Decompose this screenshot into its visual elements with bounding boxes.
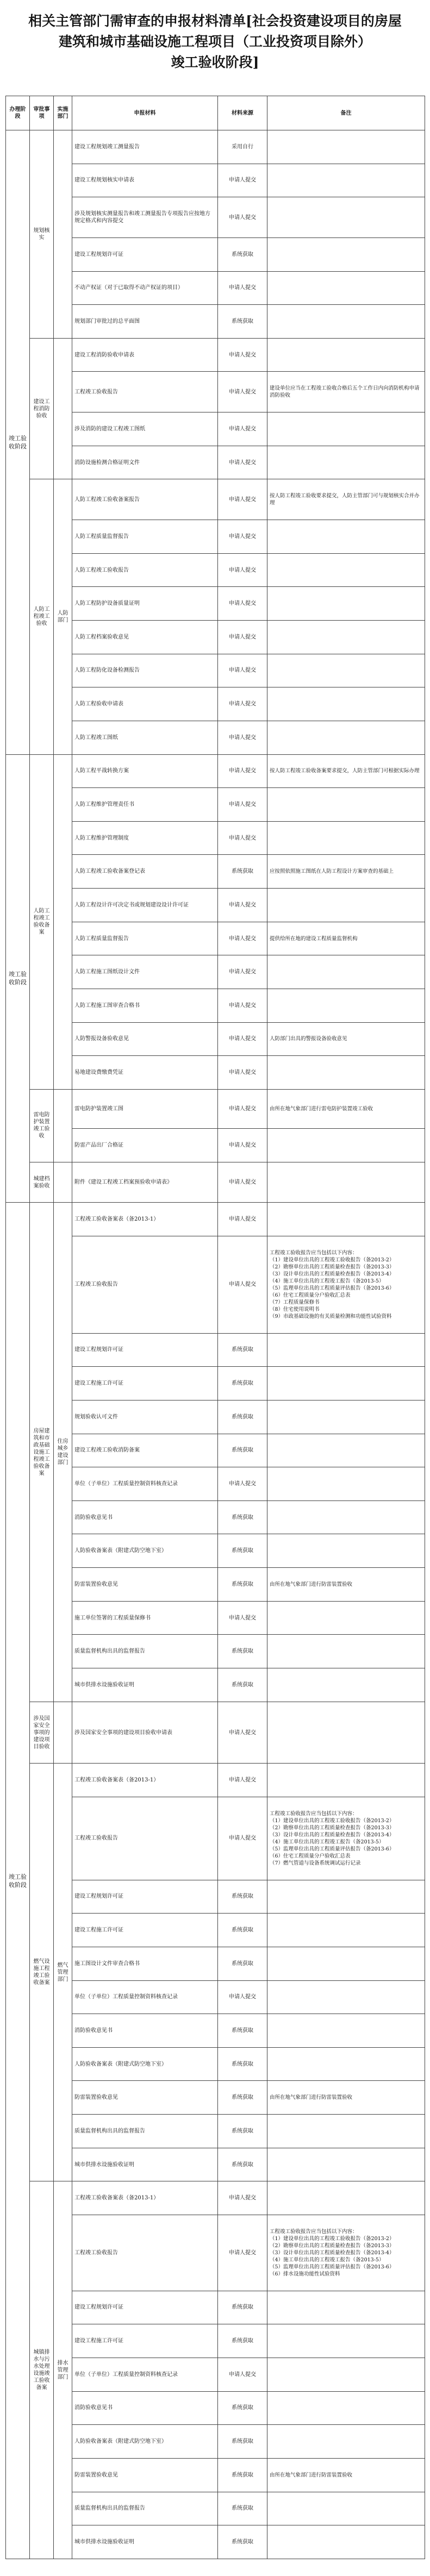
note-cell [267, 1668, 425, 1702]
item-cell: 雷电防护装置竣工验收 [30, 1089, 54, 1162]
note-cell [267, 1467, 425, 1501]
note-cell [267, 1947, 425, 1980]
source-cell: 申请人提交 [218, 1129, 267, 1162]
note-cell [267, 2391, 425, 2425]
note-cell [267, 1236, 425, 1334]
source-cell: 采用自行 [218, 130, 267, 164]
note-cell [267, 620, 425, 654]
note-text: 由所在地气象部门进行防雷装置验收 [270, 1581, 353, 1587]
material-cell: 防雷装置验收意见 [72, 2081, 218, 2115]
source-cell: 申请人提交 [218, 479, 267, 520]
material-cell: 工程竣工验收备案表（备2013-1） [72, 2181, 218, 2215]
material-cell: 人防验收备案表（附建式防空地下室） [72, 1534, 218, 1568]
dept-cell [54, 754, 72, 1089]
note-text: 由所在地气象部门进行防雷装置验收 [270, 2094, 353, 2101]
note-text: 由所在地气象部门进行雷电防护装置竣工验收 [270, 1106, 373, 1112]
source-cell: 系统获取 [218, 2115, 267, 2148]
note-cell [267, 197, 425, 238]
material-cell: 质量监督机构出具的监督报告 [72, 1635, 218, 1668]
source-cell: 申请人提交 [218, 955, 267, 989]
note-cell [267, 2492, 425, 2525]
note-cell [267, 1434, 425, 1467]
material-cell: 人防工程平战转换方案 [72, 754, 218, 788]
material-cell: 消防验收意见书 [72, 2014, 218, 2048]
material-cell: 建设工程规划竣工测量报告 [72, 130, 218, 164]
source-cell: 申请人提交 [218, 1980, 267, 2014]
source-cell: 系统获取 [218, 1668, 267, 1702]
source-cell: 系统获取 [218, 1400, 267, 1434]
material-cell: 消防验收意见书 [72, 1500, 218, 1534]
source-cell: 申请人提交 [218, 1056, 267, 1090]
source-cell: 申请人提交 [218, 271, 267, 305]
material-cell: 人防工程验收申请表 [72, 687, 218, 721]
source-cell: 申请人提交 [218, 754, 267, 788]
note-cell [267, 1022, 425, 1056]
source-cell: 申请人提交 [218, 338, 267, 372]
title-line-3: 竣工验收阶段] [171, 54, 259, 70]
material-cell: 涉及国家安全事项的建设项目验收申请表 [72, 1702, 218, 1764]
header-material: 申报材料 [72, 96, 218, 130]
source-cell: 申请人提交 [218, 1601, 267, 1635]
item-cell: 城镇排水与污水处理设施竣工验收备案 [30, 2181, 54, 2559]
dept-cell [54, 1162, 72, 1203]
materials-table [5, 96, 425, 2559]
source-cell: 系统获取 [218, 2148, 267, 2181]
material-cell: 建设工程规划许可证 [72, 1880, 218, 1914]
note-cell [267, 788, 425, 822]
source-cell: 申请人提交 [218, 2358, 267, 2391]
note-text: 工程竣工验收报告应当包括以下内容： （1）建设单位出具的工程竣工验收报告（备2013-2） （2）勘察单位出具的工程质量检查报告（备2013-3） （3）设计单位出具的工程质量检查报告（备2013-4） （4）施工单位出具的工程竣工报告（备2013-5） （5）监理单位出具的工程质量评估报告（备2013-6） （6）住宅工程质量分户验收汇总表 （7）工程质量保修书 （8）住宅使用说明书 （9）市政基础设施的有关质量检测和功能性试验资料 [270, 1249, 395, 1320]
note-cell [267, 1333, 425, 1367]
source-cell: 申请人提交 [218, 620, 267, 654]
note-cell [267, 687, 425, 721]
note-cell [267, 1635, 425, 1668]
material-cell: 人防工程档案验收意见 [72, 620, 218, 654]
source-cell: 申请人提交 [218, 520, 267, 554]
source-cell: 申请人提交 [218, 587, 267, 621]
source-cell: 系统获取 [218, 2014, 267, 2048]
material-cell: 易地建设费缴费凭证 [72, 1056, 218, 1090]
note-cell [267, 654, 425, 687]
material-cell: 人防验收备案表（附建式防空地下室） [72, 2047, 218, 2081]
note-cell [267, 271, 425, 305]
item-cell: 人防工程竣工验收备案 [30, 754, 54, 1089]
material-cell: 规划部门审批过的总平面图 [72, 305, 218, 339]
source-cell: 系统获取 [218, 2391, 267, 2425]
source-cell: 系统获取 [218, 2047, 267, 2081]
note-cell [267, 1601, 425, 1635]
note-cell [267, 955, 425, 989]
source-cell: 系统获取 [218, 1914, 267, 1947]
source-cell: 申请人提交 [218, 687, 267, 721]
note-cell [267, 754, 425, 788]
source-cell: 申请人提交 [218, 1797, 267, 1880]
source-cell: 系统获取 [218, 2458, 267, 2492]
material-cell: 人防工程竣工验收备案登记表 [72, 855, 218, 889]
source-cell: 申请人提交 [218, 553, 267, 587]
dept-cell [54, 1089, 72, 1162]
note-cell [267, 338, 425, 372]
note-cell [267, 889, 425, 922]
source-cell: 系统获取 [218, 2425, 267, 2459]
item-cell: 房屋建筑和市政基础设施工程竣工验收备案 [30, 1203, 54, 1702]
material-cell: 涉及规划核实测量报告和竣工测量报告专项报告应按地方规定格式和内容提交 [72, 197, 218, 238]
source-cell: 系统获取 [218, 1947, 267, 1980]
material-cell: 不动产权证（对于已取得不动产权证的项目） [72, 271, 218, 305]
item-cell: 涉及国家安全事项的建设项目验收 [30, 1702, 54, 1764]
source-cell: 申请人提交 [218, 1022, 267, 1056]
source-cell: 系统获取 [218, 2525, 267, 2559]
material-cell: 涉及消防的建设工程竣工图纸 [72, 412, 218, 446]
source-cell: 系统获取 [218, 1568, 267, 1602]
material-cell: 防雷产品出厂合格证 [72, 1129, 218, 1162]
note-cell [267, 1162, 425, 1203]
stage-cell: 竣工验收阶段 [6, 1203, 30, 2559]
source-cell: 申请人提交 [218, 446, 267, 479]
stage-cell: 竣工验收阶段 [6, 754, 30, 1203]
note-text: 按人防工程竣工验收备案要求提交，人防主管部门可根据实际办理 [270, 768, 420, 774]
material-cell: 建设工程施工许可证 [72, 1914, 218, 1947]
material-cell: 工程竣工验收报告 [72, 1797, 218, 1880]
source-cell: 申请人提交 [218, 197, 267, 238]
material-cell: 建设工程消防验收申请表 [72, 338, 218, 372]
material-cell: 施工图设计文件审查合格书 [72, 1947, 218, 1980]
note-cell [267, 2215, 425, 2291]
dept-cell: 排水管理部门 [54, 2181, 72, 2559]
table-row [6, 338, 425, 372]
note-text: 工程竣工验收报告应当包括以下内容： （1）建设单位出具的工程竣工验收报告（备2013-2） （2）勘察单位出具的工程质量检查报告（备2013-3） （3）设计单位出具的工程质量检查报告（备2013-4） （4）施工单位出具的工程竣工报告（备2013-5） （5）监理单位出具的工程质量评估报告（备2013-6） （6）住宅工程质量分户验收汇总表 （7）燃气管道与设备系统调试运行记录 [270, 1810, 395, 1866]
note-cell [267, 989, 425, 1023]
material-cell: 人防工程设计许可决定书或规划建设设计许可证 [72, 889, 218, 922]
note-cell [267, 821, 425, 855]
note-cell [267, 164, 425, 197]
note-cell [267, 1056, 425, 1090]
material-cell: 人防工程质量监督报告 [72, 922, 218, 955]
title-line-2: 建筑和城市基础设施工程项目（工业投资项目除外） [58, 34, 371, 49]
note-text: 工程竣工验收报告应当包括以下内容： （1）建设单位出具的工程竣工验收报告（备2013-2） （2）勘察单位出具的工程质量检查报告（备2013-3） （3）设计单位出具的工程质量检查报告（备2013-4） （4）施工单位出具的工程竣工报告（备2013-5） （5）监理单位出具的工程质量评估报告（备2013-6） （6）排水设施功能性试验资料 [270, 2228, 395, 2277]
source-cell: 申请人提交 [218, 412, 267, 446]
table-row [6, 130, 425, 164]
table-row [6, 754, 425, 788]
note-cell [267, 553, 425, 587]
material-cell: 建设工程竣工验收消防备案 [72, 1434, 218, 1467]
item-cell: 燃气设施工程竣工验收备案 [30, 1764, 54, 2181]
material-cell: 建设工程规划许可证 [72, 237, 218, 271]
material-cell: 城市供排水设施验收证明 [72, 1668, 218, 1702]
note-cell [267, 1129, 425, 1162]
note-cell [267, 237, 425, 271]
note-cell [267, 2525, 425, 2559]
note-cell [267, 1797, 425, 1880]
note-cell [267, 1534, 425, 1568]
document-title [5, 11, 425, 73]
source-cell: 申请人提交 [218, 922, 267, 955]
source-cell: 申请人提交 [218, 654, 267, 687]
source-cell: 系统获取 [218, 1635, 267, 1668]
note-cell [267, 479, 425, 520]
source-cell: 申请人提交 [218, 1236, 267, 1334]
header-note: 备注 [267, 96, 425, 130]
source-cell: 系统获取 [218, 2324, 267, 2358]
header-item: 审批事项 [30, 96, 54, 130]
material-cell: 雷电防护装置竣工图 [72, 1089, 218, 1128]
note-cell [267, 2358, 425, 2391]
material-cell: 城市供排水设施验收证明 [72, 2525, 218, 2559]
note-cell [267, 1764, 425, 1797]
item-cell: 建设工程消防验收 [30, 338, 54, 479]
note-cell [267, 412, 425, 446]
source-cell: 申请人提交 [218, 821, 267, 855]
material-cell: 附件《建设工程竣工档案预验收申请表》 [72, 1162, 218, 1203]
table-row [6, 1702, 425, 1764]
note-cell [267, 2291, 425, 2324]
source-cell: 申请人提交 [218, 164, 267, 197]
material-cell: 工程竣工验收备案表（备2013-1） [72, 1764, 218, 1797]
note-cell [267, 2324, 425, 2358]
material-cell: 单位（子单位）工程质量控制资料核查记录 [72, 1980, 218, 2014]
item-cell: 人防工程竣工验收 [30, 479, 54, 754]
dept-cell: 人防部门 [54, 479, 72, 754]
source-cell: 申请人提交 [218, 1702, 267, 1764]
source-cell: 系统获取 [218, 1434, 267, 1467]
source-cell: 申请人提交 [218, 1203, 267, 1236]
source-cell: 申请人提交 [218, 1764, 267, 1797]
source-cell: 申请人提交 [218, 2181, 267, 2215]
source-cell: 系统获取 [218, 237, 267, 271]
material-cell: 人防工程防化设备检测报告 [72, 654, 218, 687]
material-cell: 消防验收意见书 [72, 2391, 218, 2425]
material-cell: 人防工程施工图审查合格书 [72, 989, 218, 1023]
material-cell: 人防工程维护管理责任书 [72, 788, 218, 822]
note-cell [267, 1568, 425, 1602]
material-cell: 工程竣工验收报告 [72, 372, 218, 412]
material-cell: 工程竣工验收报告 [72, 2215, 218, 2291]
material-cell: 质量监督机构出具的监督报告 [72, 2115, 218, 2148]
material-cell: 人防工程维护管理制度 [72, 821, 218, 855]
source-cell: 申请人提交 [218, 721, 267, 754]
note-cell [267, 1203, 425, 1236]
material-cell: 规划验收认可文件 [72, 1400, 218, 1434]
note-cell [267, 372, 425, 412]
source-cell: 申请人提交 [218, 1467, 267, 1501]
stage-cell: 竣工验收阶段 [6, 130, 30, 755]
material-cell: 建设工程施工许可证 [72, 1367, 218, 1400]
table-row [6, 1089, 425, 1128]
note-cell [267, 1880, 425, 1914]
header-source: 材料来源 [218, 96, 267, 130]
note-text: 按人防工程竣工验收要求提交，人防主管部门可与规划核实合并办理 [270, 493, 420, 507]
materials-table-wrapper [5, 96, 425, 2559]
note-cell [267, 446, 425, 479]
material-cell: 人防工程质量监督报告 [72, 520, 218, 554]
note-cell [267, 1914, 425, 1947]
material-cell: 建设工程施工许可证 [72, 2324, 218, 2358]
note-cell [267, 305, 425, 339]
note-cell [267, 2458, 425, 2492]
note-text: 提供给所在地的建设工程质量监督机构 [270, 935, 358, 942]
source-cell: 系统获取 [218, 855, 267, 889]
note-cell [267, 2425, 425, 2459]
source-cell: 申请人提交 [218, 372, 267, 412]
material-cell: 工程竣工验收备案表（备2013-1） [72, 1203, 218, 1236]
material-cell: 防雷装置验收意见 [72, 2458, 218, 2492]
note-cell [267, 2115, 425, 2148]
material-cell: 单位（子单位）工程质量控制资料核查记录 [72, 2358, 218, 2391]
note-cell [267, 2181, 425, 2215]
material-cell: 防雷装置验收意见 [72, 1568, 218, 1602]
material-cell: 施工单位签署的工程质量保修书 [72, 1601, 218, 1635]
table-header-row [6, 96, 425, 130]
material-cell: 人防工程竣工验收备案报告 [72, 479, 218, 520]
note-cell [267, 721, 425, 754]
source-cell: 系统获取 [218, 2081, 267, 2115]
source-cell: 系统获取 [218, 1367, 267, 1400]
note-cell [267, 1089, 425, 1128]
table-row [6, 2181, 425, 2215]
material-cell: 消防设施检测合格证明文件 [72, 446, 218, 479]
note-cell [267, 922, 425, 955]
table-row [6, 1203, 425, 1236]
material-cell: 人防工程施工图纸设计文件 [72, 955, 218, 989]
source-cell: 申请人提交 [218, 2215, 267, 2291]
material-cell: 人防工程防护设备质量证明 [72, 587, 218, 621]
note-cell [267, 1500, 425, 1534]
note-cell [267, 130, 425, 164]
note-cell [267, 1702, 425, 1764]
material-cell: 人防验收备案表（附建式防空地下室） [72, 2425, 218, 2459]
note-cell [267, 2047, 425, 2081]
source-cell: 系统获取 [218, 305, 267, 339]
note-text: 人防部门出具的警报设备验收意见 [270, 1036, 347, 1042]
title-line-1: 相关主管部门需审查的申报材料清单[社会投资建设项目的房屋 [28, 13, 402, 29]
table-row [6, 1764, 425, 1797]
dept-cell [54, 130, 72, 339]
source-cell: 系统获取 [218, 2492, 267, 2525]
material-cell: 人防警报设备验收意见 [72, 1022, 218, 1056]
note-cell [267, 1980, 425, 2014]
note-cell [267, 2014, 425, 2048]
note-cell [267, 587, 425, 621]
note-text: 建设单位应当在工程竣工验收合格后五个工作日内向消防机构申请消防验收 [270, 385, 420, 399]
header-stage: 办理阶段 [6, 96, 30, 130]
note-text: 应按照依照施工图纸在人防工程设计方案审查的基础上 [270, 868, 394, 875]
item-cell: 规划核实 [30, 130, 54, 339]
material-cell: 建设工程规划许可证 [72, 1333, 218, 1367]
dept-cell [54, 338, 72, 479]
dept-cell [54, 1702, 72, 1764]
note-cell [267, 2081, 425, 2115]
material-cell: 建设工程规划许可证 [72, 2291, 218, 2324]
source-cell: 系统获取 [218, 2291, 267, 2324]
dept-cell: 住房城乡建设部门 [54, 1203, 72, 1702]
source-cell: 系统获取 [218, 1880, 267, 1914]
source-cell: 申请人提交 [218, 788, 267, 822]
note-cell [267, 1367, 425, 1400]
table-row [6, 479, 425, 520]
note-cell [267, 520, 425, 554]
item-cell: 城建档案验收 [30, 1162, 54, 1203]
note-cell [267, 1400, 425, 1434]
source-cell: 申请人提交 [218, 1162, 267, 1203]
note-text: 由所在地气象部门进行防雷装置验收 [270, 2472, 353, 2478]
material-cell: 人防工程竣工验收报告 [72, 553, 218, 587]
material-cell: 城市供排水设施验收证明 [72, 2148, 218, 2181]
source-cell: 申请人提交 [218, 889, 267, 922]
dept-cell: 燃气管理部门 [54, 1764, 72, 2181]
material-cell: 单位（子单位）工程质量控制资料核查记录 [72, 1467, 218, 1501]
material-cell: 建设工程规划核实申请表 [72, 164, 218, 197]
header-dept: 实施部门 [54, 96, 72, 130]
note-cell [267, 2148, 425, 2181]
material-cell: 质量监督机构出具的监督报告 [72, 2492, 218, 2525]
source-cell: 申请人提交 [218, 1089, 267, 1128]
source-cell: 系统获取 [218, 1333, 267, 1367]
source-cell: 系统获取 [218, 1500, 267, 1534]
material-cell: 工程竣工验收报告 [72, 1236, 218, 1334]
table-row [6, 1162, 425, 1203]
note-cell [267, 855, 425, 889]
material-cell: 人防工程竣工图纸 [72, 721, 218, 754]
source-cell: 申请人提交 [218, 989, 267, 1023]
source-cell: 系统获取 [218, 1534, 267, 1568]
